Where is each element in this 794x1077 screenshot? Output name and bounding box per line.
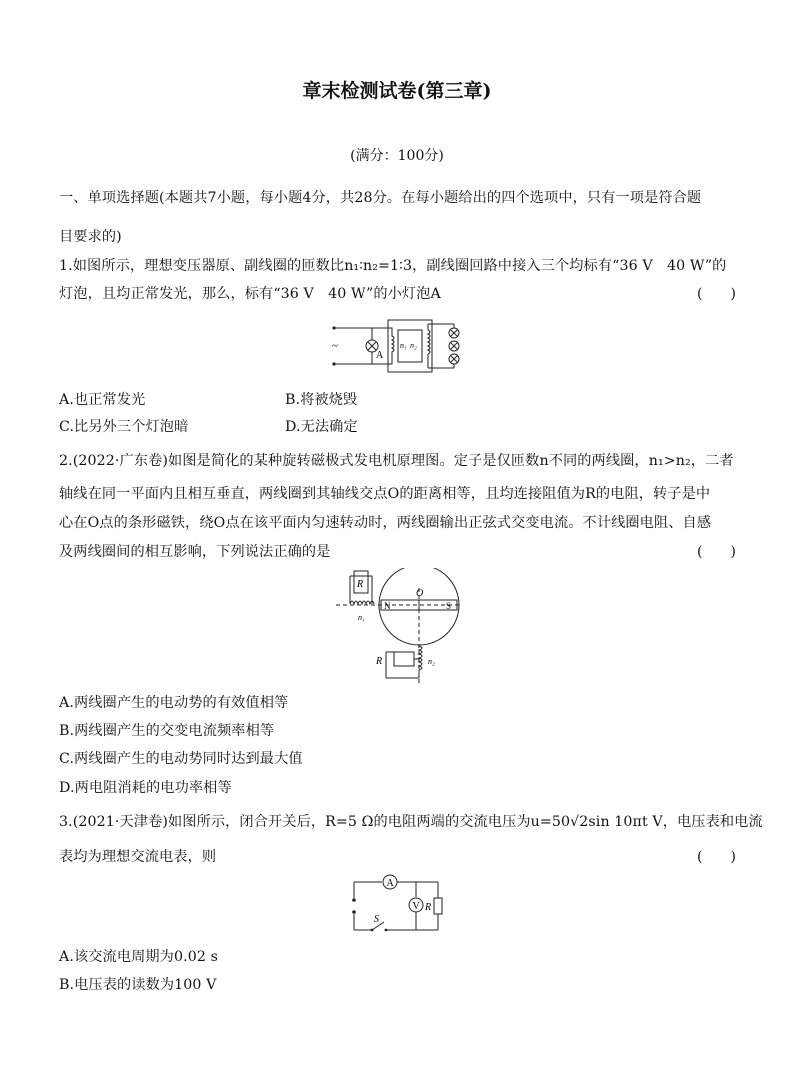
q1-option-b: B.将被烧毁 — [285, 392, 358, 408]
q2-center-o-label: O — [416, 588, 424, 599]
q2-option-a: A.两线圈产生的电动势的有效值相等 — [59, 695, 289, 711]
q2-answer-paren: ( ) — [697, 544, 736, 560]
q2-n1-label: n₁ — [358, 613, 365, 622]
q1-option-c: C.比另外三个灯泡暗 — [59, 419, 189, 435]
q2-r-bottom-label: R — [376, 656, 383, 667]
q2-stem-line-2: 轴线在同一平面内且相互垂直，两线圈到其轴线交点O的距离相等，且均连接阻值为R的电阻，转子是中 — [59, 486, 711, 502]
q1-ac-source-label: ~ — [332, 340, 338, 352]
q3-option-a: A.该交流电周期为0.02 s — [59, 949, 218, 965]
q3-r-label: R — [425, 902, 432, 913]
q1-option-d: D.无法确定 — [285, 419, 358, 435]
q3-stem-line-2: 表均为理想交流电表，则 — [59, 849, 217, 865]
q3-switch-contact — [385, 929, 388, 932]
q2-option-c: C.两线圈产生的电动势同时达到最大值 — [59, 751, 303, 767]
q1-stem-line-2: 灯泡，且均正常发光，那么，标有“36 V 40 W”的小灯泡A — [59, 286, 441, 302]
q3-terminal-bottom — [352, 910, 356, 914]
q1-n1-label: n₁ — [400, 341, 407, 350]
q2-north-pole-label: N — [384, 601, 391, 611]
q3-circuit-figure — [348, 872, 448, 936]
q2-stem-line-3: 心在O点的条形磁铁，绕O点在该平面内匀速转动时，两线圈输出正弦式交变电流。不计线圈电阻、自感 — [59, 515, 712, 531]
q2-n2-label: n₂ — [428, 657, 435, 666]
q2-stem-line-4: 及两线圈间的相互影响，下列说法正确的是 — [59, 544, 331, 560]
q1-transformer-figure — [330, 318, 470, 376]
q3-answer-paren: ( ) — [697, 849, 736, 865]
q2-option-d: D.两电阻消耗的电功率相等 — [59, 780, 232, 796]
q2-generator-figure — [336, 568, 466, 686]
q3-voltmeter-symbol: V — [412, 901, 420, 912]
q2-option-b: B.两线圈产生的交变电流频率相等 — [59, 723, 275, 739]
q2-stem-line-1: 2.(2022·广东卷)如图是简化的某种旋转磁极式发电机原理图。定子是仅匝数n不同的两线圈，n₁>n₂，二者 — [59, 453, 734, 469]
q3-switch-label: S — [374, 914, 379, 925]
q1-lamp-label: A — [376, 350, 384, 361]
q1-terminal-top — [332, 326, 335, 329]
q2-south-pole-label: S — [446, 601, 452, 611]
page-title: 章末检测试卷(第三章) — [302, 80, 492, 102]
q3-ammeter-symbol: A — [386, 878, 394, 889]
q1-terminal-bottom — [332, 362, 335, 365]
section-heading-line-2: 目要求的) — [59, 229, 122, 245]
q1-n2-label: n₂ — [410, 341, 417, 350]
q3-option-b: B.电压表的读数为100 V — [59, 977, 217, 993]
q2-r-top-label: R — [357, 579, 364, 590]
q1-answer-paren: ( ) — [697, 286, 736, 302]
q1-option-a: A.也正常发光 — [59, 392, 146, 408]
section-heading-line-1: 一、单项选择题(本题共7小题，每小题4分，共28分。在每小题给出的四个选项中，只有一项是符合题 — [59, 190, 702, 206]
q3-stem-line-1: 3.(2021·天津卷)如图所示，闭合开关后，R=5 Ω的电阻两端的交流电压为u=50√2sin 10πt V，电压表和电流 — [59, 814, 763, 830]
q3-terminal-top — [352, 898, 356, 902]
score-note: (满分：100分) — [350, 148, 444, 164]
q3-switch-pivot — [371, 929, 374, 932]
q1-stem-line-1: 1.如图所示，理想变压器原、副线圈的匝数比n₁∶n₂=1∶3，副线圈回路中接入三个均标有“36 V 40 W”的 — [59, 258, 727, 274]
